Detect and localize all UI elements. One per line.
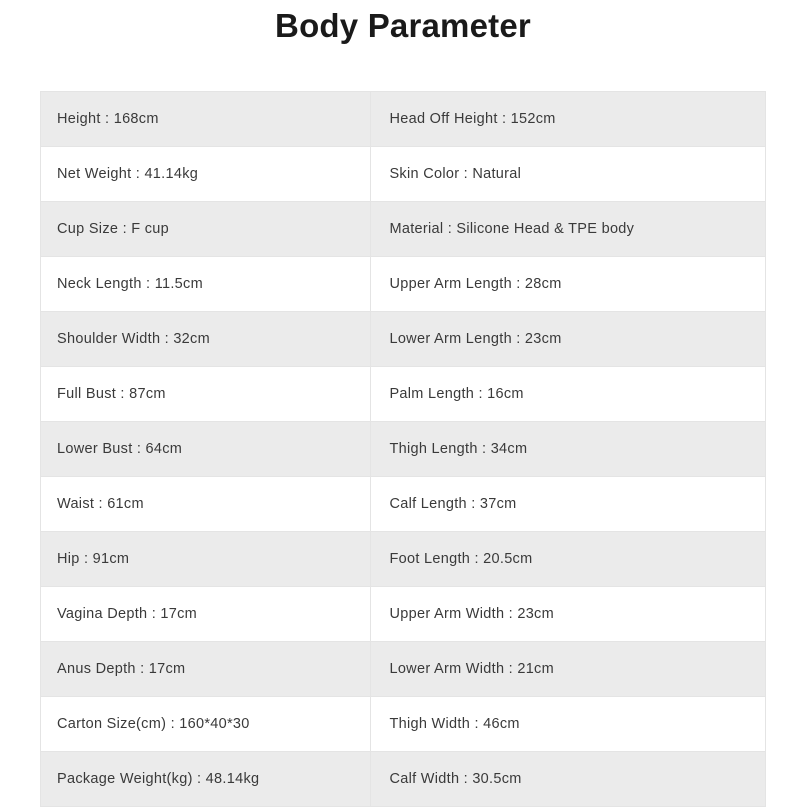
body-parameter-table <box>40 91 766 807</box>
spec-cell-right: Skin Color : Natural <box>371 147 766 202</box>
table-row <box>41 697 766 752</box>
table-row <box>41 312 766 367</box>
spec-cell-right: Upper Arm Length : 28cm <box>371 257 766 312</box>
spec-cell-right: Calf Length : 37cm <box>371 477 766 532</box>
spec-cell-left: Lower Bust : 64cm <box>41 422 371 477</box>
table-row <box>41 752 766 807</box>
table-row <box>41 422 766 477</box>
table-row <box>41 642 766 697</box>
spec-cell-left: Height : 168cm <box>41 92 371 147</box>
table-row <box>41 367 766 422</box>
spec-cell-left: Neck Length : 11.5cm <box>41 257 371 312</box>
spec-cell-right: Foot Length : 20.5cm <box>371 532 766 587</box>
spec-cell-left: Full Bust : 87cm <box>41 367 371 422</box>
spec-cell-left: Net Weight : 41.14kg <box>41 147 371 202</box>
spec-cell-right: Lower Arm Length : 23cm <box>371 312 766 367</box>
spec-table-container <box>40 91 766 807</box>
table-row <box>41 147 766 202</box>
table-row <box>41 202 766 257</box>
spec-table-body <box>41 92 766 807</box>
spec-cell-right: Upper Arm Width : 23cm <box>371 587 766 642</box>
table-row <box>41 257 766 312</box>
table-row <box>41 587 766 642</box>
spec-cell-left: Shoulder Width : 32cm <box>41 312 371 367</box>
spec-cell-right: Head Off Height : 152cm <box>371 92 766 147</box>
table-row <box>41 477 766 532</box>
spec-cell-left: Hip : 91cm <box>41 532 371 587</box>
table-row <box>41 92 766 147</box>
spec-cell-left: Vagina Depth : 17cm <box>41 587 371 642</box>
spec-cell-right: Thigh Width : 46cm <box>371 697 766 752</box>
page-title: Body Parameter <box>275 7 531 44</box>
spec-cell-left: Cup Size : F cup <box>41 202 371 257</box>
spec-cell-left: Carton Size(cm) : 160*40*30 <box>41 697 371 752</box>
spec-cell-right: Lower Arm Width : 21cm <box>371 642 766 697</box>
spec-cell-right: Palm Length : 16cm <box>371 367 766 422</box>
spec-cell-left: Package Weight(kg) : 48.14kg <box>41 752 371 807</box>
spec-cell-right: Calf Width : 30.5cm <box>371 752 766 807</box>
spec-cell-left: Waist : 61cm <box>41 477 371 532</box>
table-row <box>41 532 766 587</box>
spec-cell-right: Thigh Length : 34cm <box>371 422 766 477</box>
spec-cell-right: Material : Silicone Head & TPE body <box>371 202 766 257</box>
spec-cell-left: Anus Depth : 17cm <box>41 642 371 697</box>
